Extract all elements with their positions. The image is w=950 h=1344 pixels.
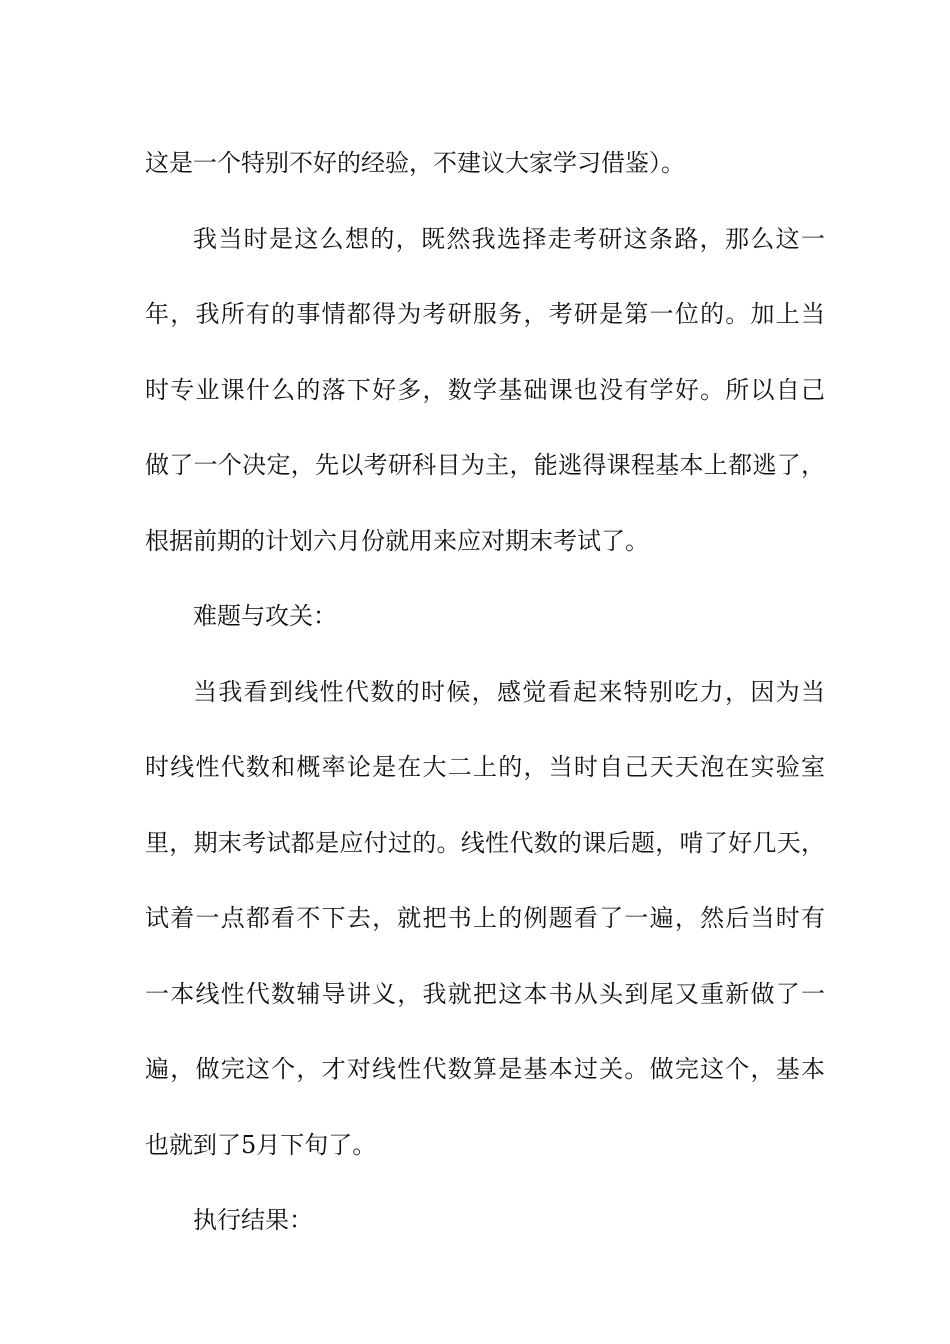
text-line: 根据前期的计划六月份就用来应对期末考试了。	[145, 526, 649, 555]
section-heading: 执行结果：	[193, 1206, 313, 1234]
text-line: 做了一个决定，先以考研科目为主，能逃得课程基本上都逃了，	[145, 451, 825, 479]
text-line: 里，期末考试都是应付过的。线性代数的课后题，啃了好几天，	[145, 828, 825, 857]
text-line: 时专业课什么的落下好多，数学基础课也没有学好。所以自己	[145, 375, 825, 404]
text-line: 遍，做完这个，才对线性代数算是基本过关。做完这个，基本	[145, 1055, 825, 1083]
text-line: 当我看到线性代数的时候，感觉看起来特别吃力，因为当	[193, 677, 825, 706]
text-line: 一本线性代数辅导讲义，我就把这本书从头到尾又重新做了一	[145, 979, 825, 1008]
section-heading: 难题与攻关：	[193, 602, 337, 630]
text-line: 也就到了5月下旬了。	[145, 1130, 377, 1159]
text-line: 这是一个特别不好的经验，不建议大家学习借鉴）。	[145, 149, 685, 177]
text-line: 年，我所有的事情都得为考研服务，考研是第一位的。加上当	[145, 300, 825, 328]
text-line: 试着一点都看不下去，就把书上的例题看了一遍，然后当时有	[145, 904, 825, 932]
text-line: 时线性代数和概率论是在大二上的，当时自己天天泡在实验室	[145, 753, 825, 781]
text-line: 我当时是这么想的，既然我选择走考研这条路，那么这一	[193, 224, 825, 253]
document-body	[145, 126, 825, 1259]
